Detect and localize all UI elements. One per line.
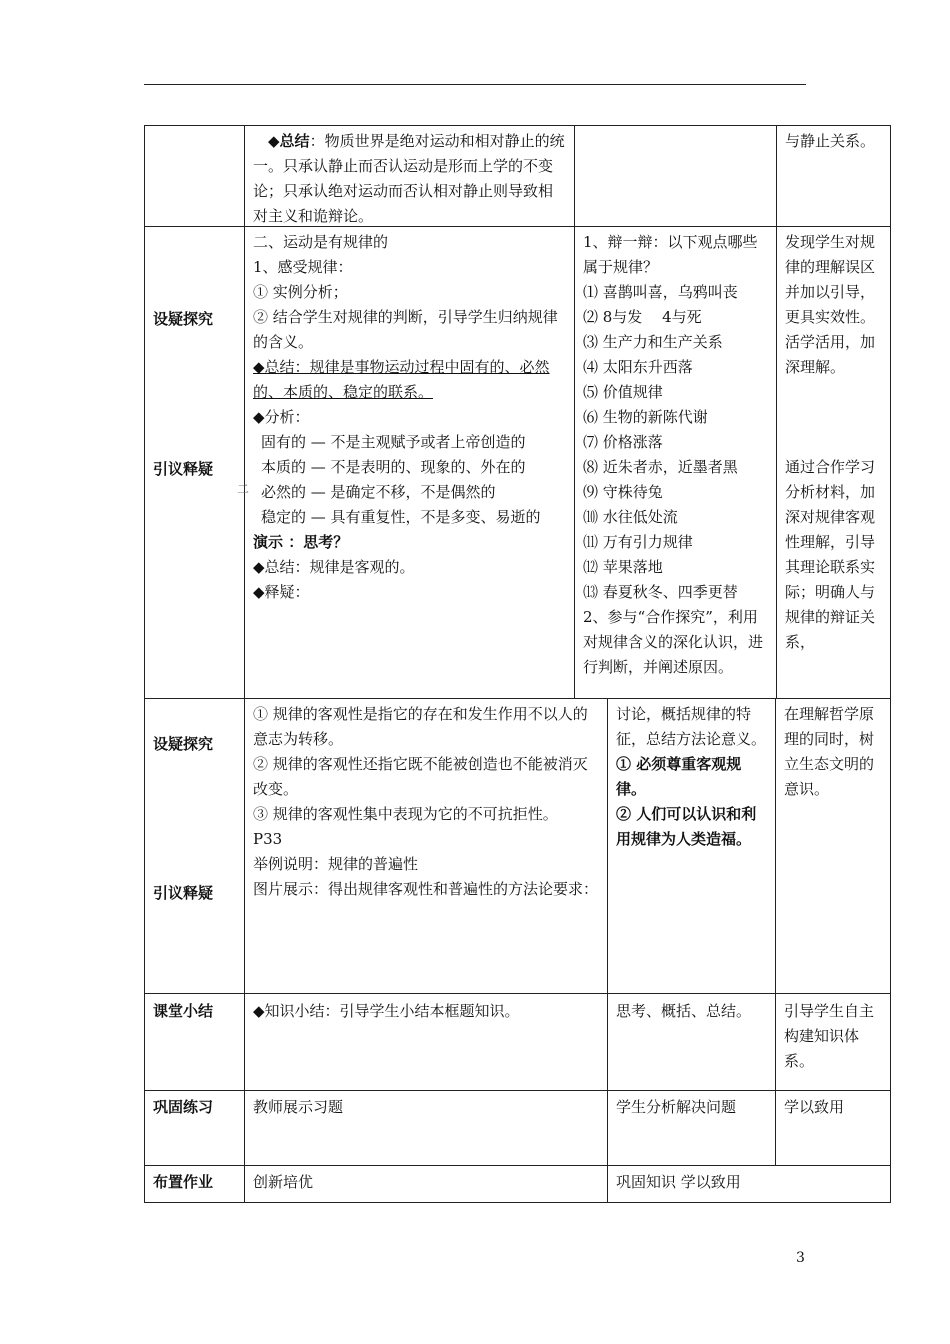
list-item: ⑵ 8与发 4与死 bbox=[583, 308, 702, 326]
margin-mark: 二 bbox=[237, 482, 250, 496]
row3-intent: 在理解哲学原理的同时，树立生态文明的意识。 bbox=[784, 705, 875, 798]
row4-content: ◆知识小结：引导学生小结本框题知识。 bbox=[253, 1002, 520, 1020]
row3-student: 讨论，概括规律的特征，总结方法论意义。 ① 必须尊重客观规律。 ② 人们可以认识和利用规律为人类造福。 bbox=[616, 705, 767, 848]
list-item: ⑾ 万有引力规律 bbox=[583, 533, 693, 551]
row6-student: 巩固知识 学以致用 bbox=[616, 1173, 741, 1191]
row1-intent: 与静止关系。 bbox=[785, 132, 876, 150]
list-item: ⑻ 近朱者赤，近墨者黑 bbox=[583, 458, 738, 476]
row1-student bbox=[575, 126, 776, 132]
row5-content: 教师展示习题 bbox=[253, 1098, 344, 1116]
list-item: ⑼ 守株待兔 bbox=[583, 483, 663, 501]
page-number: 3 bbox=[796, 1250, 805, 1266]
list-item: ⑽ 水往低处流 bbox=[583, 508, 678, 526]
row3-content: ① 规律的客观性是指它的存在和发生作用不以人的意志为转移。 ② 规律的客观性还指它既不能被创造也不能被消灭改变。 ③ 规律的客观性集中表现为它的不可抗拒性。 P33 举例说明：规律的普遍性 图片展示：得出规律客观性和普遍性的方法论要求： bbox=[253, 705, 599, 898]
row4-label: 课堂小结 bbox=[153, 1002, 214, 1020]
definition-summary: ◆总结：规律是事物运动过程中固有的、必然的、本质的、稳定的联系。 bbox=[253, 358, 550, 401]
summary-label: 总结 bbox=[279, 132, 310, 150]
row6-content: 创新培优 bbox=[253, 1173, 314, 1191]
row2-content: 二、运动是有规律的 1、感受规律： ① 实例分析； ② 结合学生对规律的判断，引导学生归纳规律的含义。 ◆总结：规律是事物运动过程中固有的、必然的、本质的、稳定的联系。 ◆分析： 固有的 — 不是主观赋予或者上帝创造的 本质的 — 不是表明的、现象的、外在的 必然的 — 是确定不移，不是偶然的 稳定的 — 具有重复性，不是多变、易逝的 演示 ：思考？ ◆总结：规律是客观的。 ◆释疑： bbox=[245, 227, 574, 608]
row3-label-explore: 设疑探究 bbox=[153, 735, 214, 753]
list-item: ⑴ 喜鹊叫喜，乌鸦叫丧 bbox=[583, 283, 738, 301]
list-item: ⑹ 生物的新陈代谢 bbox=[583, 408, 708, 426]
row2-student: 1、辩一辩：以下观点哪些属于规律？ ⑴ 喜鹊叫喜，乌鸦叫丧 ⑵ 8与发 4与死 ⑶ 生产力和生产关系 ⑷ 太阳东升西落 ⑸ 价值规律 ⑹ 生物的新陈代谢 ⑺ 价格涨落 ⑻ 近朱者赤，近墨者黑 ⑼ 守株待兔 ⑽ 水往低处流 ⑾ 万有引力规律 ⑿ 苹果落地 ⒀ 春夏秋冬、四季更替 2、参与“合作探究”，利用对规律含义的深化认识，进行判断，并阐述原因。 bbox=[575, 227, 776, 683]
row5-student: 学生分析解决问题 bbox=[616, 1098, 737, 1116]
row4-student: 思考、概括、总结。 bbox=[616, 1002, 752, 1020]
list-item: ⑸ 价值规律 bbox=[583, 383, 663, 401]
row6-label: 布置作业 bbox=[153, 1173, 214, 1191]
row2-label-explore: 设疑探究 bbox=[153, 310, 214, 328]
row3-label-discuss: 引议释疑 bbox=[153, 884, 214, 902]
header-rule bbox=[144, 84, 806, 85]
row5-label: 巩固练习 bbox=[153, 1098, 214, 1116]
row4-intent: 引导学生自主构建知识体系。 bbox=[784, 1002, 875, 1070]
list-item: ⒀ 春夏秋冬、四季更替 bbox=[583, 583, 738, 601]
row1-content: ◆总结：物质世界是绝对运动和相对静止的统一。只承认静止而否认运动是形而上学的不变论；只承认绝对运动而否认相对静止则导致相对主义和诡辩论。 bbox=[253, 132, 565, 225]
list-item: ⑷ 太阳东升西落 bbox=[583, 358, 693, 376]
list-item: ⑶ 生产力和生产关系 bbox=[583, 333, 723, 351]
row2-label-discuss: 引议释疑 bbox=[153, 460, 214, 478]
row5-intent: 学以致用 bbox=[784, 1098, 845, 1116]
list-item: ⑺ 价格涨落 bbox=[583, 433, 663, 451]
list-item: ⑿ 苹果落地 bbox=[583, 558, 663, 576]
row2-intent: 发现学生对规律的理解误区并加以引导，更具实效性。 活学活用，加深理解。 通过合作学习分析材料，加深对规律客观性理解，引导其理论联系实际；明确人与规律的辩证关系， bbox=[785, 233, 876, 651]
